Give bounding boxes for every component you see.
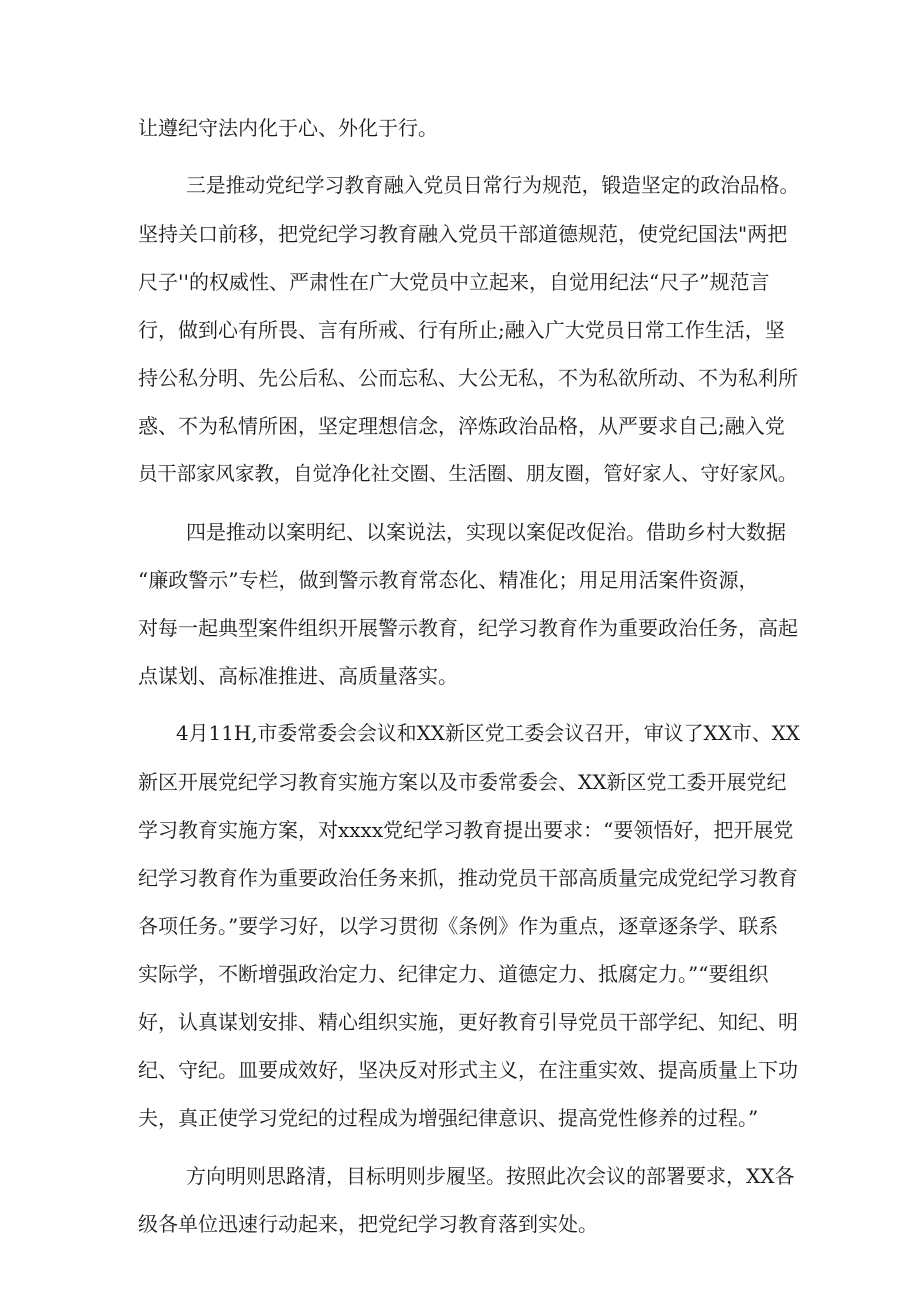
text-line: 夫，真正使学习党纪的过程成为增强纪律意识、提高党性修养的过程。” [138, 1106, 759, 1130]
text-line: 员干部家风家教，自觉净化社交圈、生活圈、朋友圈，管好家人、守好家风。 [138, 462, 798, 485]
text-line: 4月11H,市委常委会会议和XX新区党工委会议召开，审议了XX市、XX [176, 722, 800, 745]
text-line: “廉政警示”专栏，做到警示教育常态化、精准化；用足用活案件资源， [138, 568, 759, 592]
text-line: 实际学，不断增强政治定力、纪律定力、道德定力、抵腐定力。”“要组织 [138, 962, 769, 986]
text-line: 新区开展党纪学习教育实施方案以及市委常委会、XX新区党工委开展党纪 [138, 770, 787, 794]
text-line: 方向明则思路清，目标明则步履坚。按照此次会议的部署要求，XX各 [186, 1164, 795, 1188]
text-line: 行，做到心有所畏、言有所戒、行有所止;融入广大党员日常工作生活，坚 [138, 318, 785, 342]
text-line: 各项任务。”要学习好，以学习贯彻《条例》作为重点，逐章逐条学、联系 [138, 914, 779, 938]
text-line: 纪、守纪。皿要成效好，坚决反对形式主义，在注重实效、提高质量上下功 [138, 1058, 798, 1082]
text-line: 学习教育实施方案，对xxxx党纪学习教育提出要求：“要领悟好，把开展党 [138, 818, 794, 842]
text-line: 四是推动以案明纪、以案说法，实现以案促改促治。借助乡村大数据 [186, 520, 786, 544]
text-line: 纪学习教育作为重要政治任务来抓，推动党员干部高质量完成党纪学习教育 [138, 866, 798, 890]
text-line: 三是推动党纪学习教育融入党员日常行为规范，锻造坚定的政治品格。 [186, 174, 800, 197]
text-line: 坚持关口前移，把党纪学习教育融入党员干部道德规范，使党纪国法"两把 [138, 222, 788, 246]
text-line: 惑、不为私情所困，坚定理想信念，淬炼政治品格，从严要求自己;融入党 [138, 414, 785, 438]
text-line: 让遵纪守法内化于心、外化于行。 [138, 116, 438, 140]
text-line: 级各单位迅速行动起来，把党纪学习教育落到实处。 [138, 1212, 598, 1236]
text-line: 尺子''的权威性、严肃性在广大党员中立起来，自觉用纪法“尺子”规范言 [138, 270, 770, 294]
text-line: 对每一起典型案件组织开展警示教育，纪学习教育作为重要政治任务，高起 [138, 616, 798, 640]
text-line: 好，认真谋划安排、精心组织实施，更好教育引导党员干部学纪、知纪、明 [138, 1010, 798, 1034]
text-line: 持公私分明、先公后私、公而忘私、大公无私，不为私欲所动、不为私利所 [138, 366, 798, 390]
text-line: 点谋划、高标准推进、高质量落实。 [138, 664, 458, 688]
